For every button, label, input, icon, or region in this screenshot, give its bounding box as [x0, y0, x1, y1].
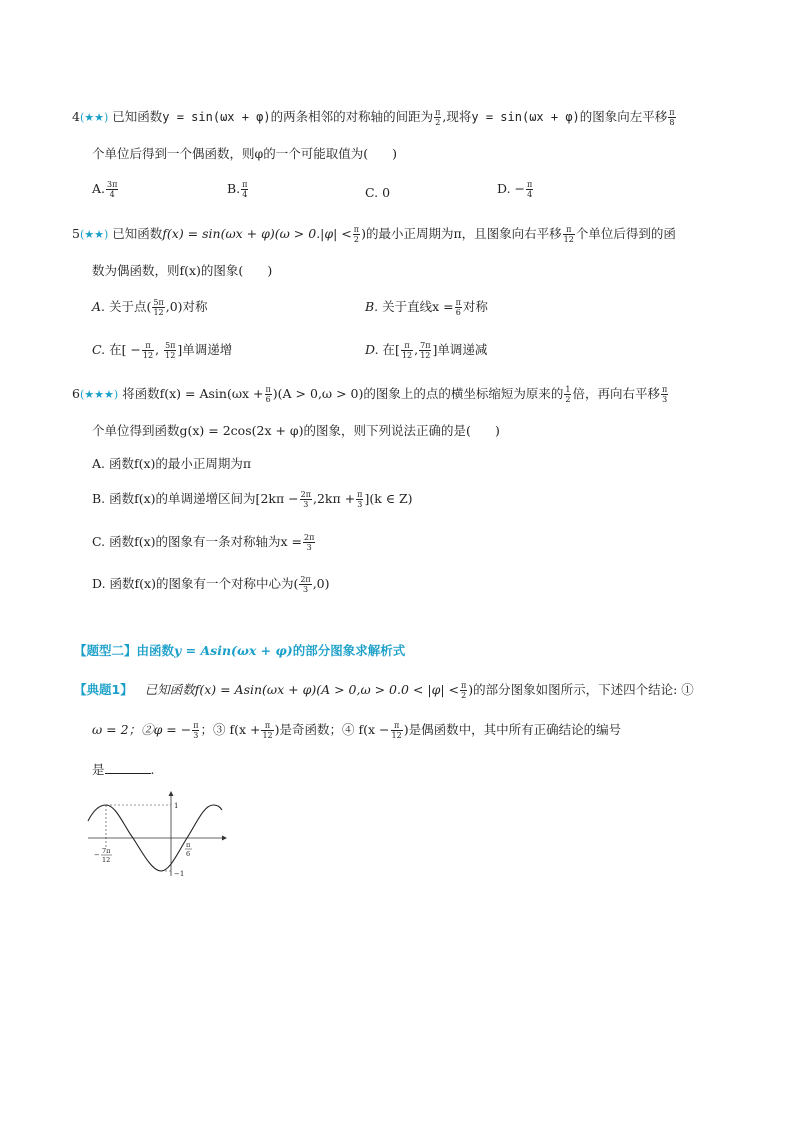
- fraction: [241, 180, 248, 199]
- denominator: 3: [193, 731, 199, 740]
- q5-option-d: [365, 341, 487, 360]
- numerator: π: [353, 225, 360, 234]
- denominator: 2: [461, 691, 467, 700]
- denominator: 4: [109, 190, 115, 199]
- fraction: [356, 490, 363, 509]
- denominator: 12: [142, 351, 154, 360]
- option-label: D.: [365, 342, 379, 357]
- fraction: [164, 341, 176, 360]
- fraction: [419, 341, 431, 360]
- option-text: ]单调递减: [432, 342, 488, 357]
- q4-text: 已知函数: [112, 109, 163, 124]
- q6-line2: [92, 422, 500, 440]
- q5-text: 个单位后得到的函: [575, 226, 676, 241]
- q5-option-b: [365, 298, 488, 317]
- denominator: 12: [563, 235, 574, 244]
- fraction: [300, 490, 312, 509]
- q6-option-a: [92, 455, 251, 473]
- denominator: 8: [669, 118, 675, 127]
- option-text: ,0)对称: [165, 299, 208, 314]
- fraction: [401, 341, 413, 360]
- q4-text: 的两条相邻的对称轴的间距为: [270, 109, 434, 124]
- numerator: 3π: [107, 180, 118, 189]
- fraction: [106, 180, 118, 199]
- denominator: 2: [565, 395, 571, 404]
- denominator: 3: [302, 585, 309, 594]
- q4-option-d: [497, 180, 534, 199]
- fraction: [303, 533, 315, 552]
- denominator: 12: [420, 351, 431, 360]
- numerator: 2π: [300, 575, 311, 584]
- y-axis-arrow: [169, 791, 174, 796]
- example-line2: [92, 721, 621, 740]
- fraction: [261, 721, 273, 740]
- y-max-label: 1: [174, 802, 179, 810]
- option-label: A.: [92, 181, 106, 196]
- option-text: 对称: [462, 299, 488, 314]
- fraction: [353, 225, 360, 244]
- x-left-num: 7π: [102, 847, 111, 855]
- denominator: 12: [262, 731, 273, 740]
- denominator: 2: [435, 118, 441, 127]
- q4-formula: y = sin(ωx + φ): [162, 110, 271, 124]
- q6-text: 个单位得到函数g(x) = 2cos(2x + φ)的图象，则下列说法正确的是(: [92, 423, 471, 438]
- numerator: π: [401, 341, 413, 351]
- numerator: 1: [565, 385, 571, 394]
- x-axis-arrow: [222, 836, 227, 841]
- option-text: A. 函数f(x)的最小正周期为π: [92, 456, 252, 471]
- option-text: 在[ −: [109, 342, 141, 357]
- denominator: 12: [401, 351, 413, 360]
- example-line3: 是 .: [92, 762, 155, 777]
- q4-option-c: [365, 184, 390, 202]
- fraction: [192, 721, 199, 740]
- answer-blank[interactable]: [105, 761, 151, 774]
- numerator: π: [193, 721, 199, 730]
- fraction: [668, 108, 675, 127]
- q5-text: )的最小正周期为π，且图象向右平移: [361, 226, 562, 241]
- x-right-den: 6: [186, 850, 191, 858]
- q4-stars: (★★): [79, 111, 109, 124]
- q6-option-d: [92, 575, 330, 594]
- q5-line2: [92, 262, 272, 280]
- numerator: π: [669, 108, 675, 117]
- example-text: ；③ f(x +: [200, 722, 261, 737]
- option-text: ]单调递增: [177, 342, 233, 357]
- q4-line1: [72, 108, 677, 127]
- denominator: 4: [527, 190, 533, 199]
- denominator: 2: [353, 235, 359, 244]
- q6-number: 6: [72, 386, 80, 401]
- option-text: ,: [155, 342, 160, 357]
- option-text: 关于点(: [109, 299, 152, 314]
- denominator: 6: [455, 308, 461, 317]
- option-text: ,0): [312, 576, 330, 591]
- example-text: ω = 2；②φ = −: [92, 722, 192, 737]
- option-text: D. 函数f(x)的图象有一个对称中心为(: [92, 576, 299, 591]
- q4-formula: y = sin(ωx + φ): [471, 110, 580, 124]
- denominator: 3: [303, 500, 309, 509]
- fraction: [526, 180, 533, 199]
- q4-number: 4: [72, 109, 80, 124]
- numerator: π: [455, 298, 461, 307]
- fraction: [142, 341, 154, 360]
- numerator: π: [357, 490, 363, 499]
- section-text: 的部分图象求解析式: [292, 643, 406, 658]
- example-text: 已知函数f(x) = Asin(ωx + φ)(A > 0,ω > 0.0 < |φ| <: [144, 682, 459, 697]
- q4-text: ,现将: [442, 109, 472, 124]
- denominator: 12: [153, 308, 164, 317]
- q5-formula: f(x) = sin(ωx + φ)(ω > 0.|φ| <: [162, 226, 352, 241]
- option-label: B.: [365, 299, 379, 314]
- y-min-label: −1: [174, 870, 185, 878]
- q5-number: 5: [72, 226, 80, 241]
- q6-option-c: [92, 533, 316, 552]
- numerator: π: [261, 721, 273, 731]
- q5-option-c: [92, 341, 232, 360]
- fraction: [563, 225, 575, 244]
- example-text: )是偶函数中，其中所有正确结论的编号: [403, 722, 622, 737]
- q5-text: 数为偶函数，则f(x)的图象(: [92, 263, 244, 278]
- q5-option-a: [92, 298, 208, 317]
- numerator: π: [661, 385, 668, 394]
- q5-line1: [72, 225, 676, 244]
- fraction: [265, 385, 272, 404]
- x-left-sign: −: [94, 851, 100, 859]
- q4-text: 的图象向左平移: [579, 109, 668, 124]
- x-right-num: π: [186, 841, 191, 849]
- option-text: B. 函数f(x)的单调递增区间为[2kπ −: [92, 491, 299, 506]
- numerator: 7π: [420, 341, 431, 350]
- denominator: 12: [165, 351, 176, 360]
- option-text: 在[: [382, 342, 400, 357]
- q5-text: 已知函数: [112, 226, 163, 241]
- numerator: π: [563, 225, 575, 235]
- fraction: [152, 298, 164, 317]
- q5-stars: (★★): [79, 228, 109, 241]
- option-label: D. −: [497, 181, 525, 196]
- numerator: 2π: [304, 533, 315, 542]
- example-text: )是奇函数；④ f(x −: [274, 722, 390, 737]
- numerator: π: [242, 180, 248, 189]
- q6-text: 倍，再向右平移: [572, 386, 660, 401]
- denominator: 3: [357, 500, 363, 509]
- fraction: [299, 575, 311, 594]
- numerator: π: [527, 180, 533, 189]
- q6-text: )(A > 0,ω > 0)的图象上的点的横坐标缩短为原来的: [272, 386, 564, 401]
- fraction: [455, 298, 462, 317]
- q5-text: ): [267, 263, 273, 278]
- fraction: [434, 108, 441, 127]
- numerator: π: [435, 108, 441, 117]
- numerator: π: [142, 341, 154, 351]
- numerator: π: [391, 721, 403, 731]
- example-text: 是: [92, 762, 105, 777]
- denominator: 4: [242, 190, 248, 199]
- q4-option-b: [227, 180, 249, 199]
- fraction: [460, 681, 467, 700]
- denominator: 12: [391, 731, 402, 740]
- q6-text: ): [494, 423, 500, 438]
- example-label: 【典题1】: [74, 682, 133, 697]
- numerator: π: [460, 681, 467, 690]
- fraction: [564, 385, 571, 404]
- denominator: 6: [265, 395, 271, 404]
- fraction: [391, 721, 403, 740]
- example-text: )的部分图象如图所示，下述四个结论: ①: [468, 682, 694, 697]
- numerator: 5π: [165, 341, 176, 350]
- q4-option-a: [92, 180, 119, 199]
- sine-graph: [86, 790, 236, 880]
- q6-stars: (★★★): [79, 388, 119, 401]
- option-text: ,: [414, 342, 419, 357]
- q4-text: 个单位后得到一个偶函数，则φ的一个可能取值为(: [92, 146, 369, 161]
- numerator: 2π: [300, 490, 311, 499]
- denominator: 3: [306, 543, 312, 552]
- option-label: B.: [227, 181, 241, 196]
- q4-text: ): [392, 146, 398, 161]
- numerator: 5π: [153, 298, 164, 307]
- option-text: ](k ∈ Z): [364, 491, 413, 506]
- option-text: 关于直线x =: [382, 299, 454, 314]
- option-label: C. 0: [365, 185, 391, 200]
- section-text: 【题型二】由函数: [74, 643, 175, 658]
- option-text: ,2kπ +: [313, 491, 356, 506]
- option-text: C. 函数f(x)的图象有一条对称轴为x =: [92, 534, 302, 549]
- denominator: 3: [662, 395, 668, 404]
- example-line1: [74, 681, 694, 700]
- q6-line1: [72, 385, 669, 404]
- option-label: C.: [92, 342, 106, 357]
- q6-text: 将函数f(x) = Asin(ωx +: [122, 386, 264, 401]
- numerator: π: [265, 385, 271, 394]
- x-left-den: 12: [102, 856, 111, 864]
- option-label: A.: [92, 299, 106, 314]
- fraction: [661, 385, 668, 404]
- section-formula: y = Asin(ωx + φ): [174, 643, 293, 658]
- section-heading: [74, 642, 405, 660]
- q6-option-b: [92, 490, 413, 509]
- q4-line2: [92, 145, 397, 163]
